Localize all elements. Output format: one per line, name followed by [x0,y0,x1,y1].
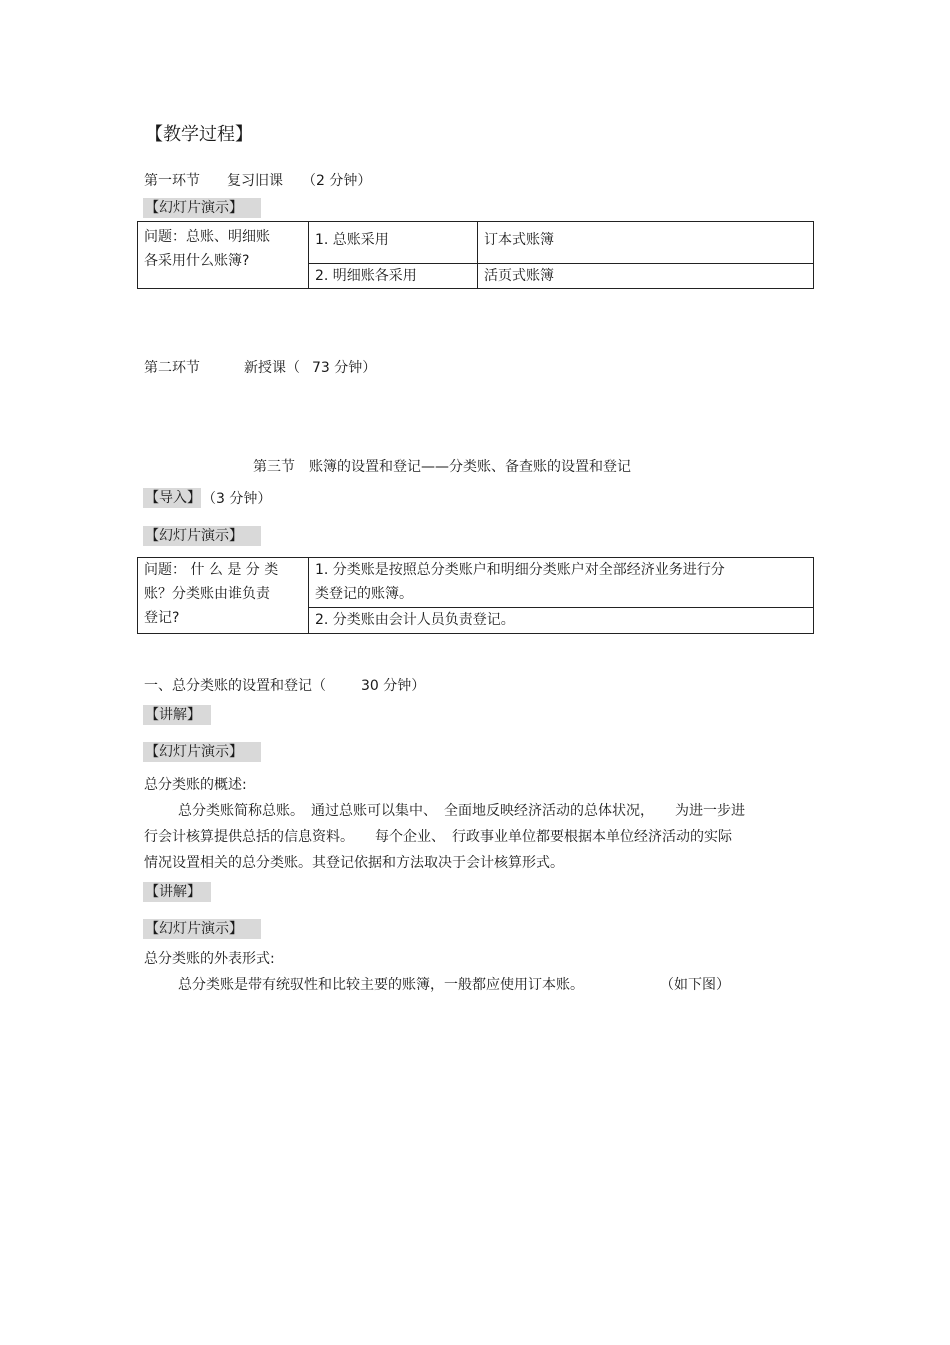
concept-question-line: 登记? [144,610,180,626]
slide-tag-1: 【幻灯片演示】 [143,198,261,218]
form-note: （如下图） [660,977,730,993]
concept-question-line: 账？分类账由谁负责 [144,586,270,602]
concept-answer-line: 类登记的账簿。 [315,586,413,602]
explain-tag-1: 【讲解】 [143,705,211,725]
part1-time: 30 分钟） [361,678,426,694]
overview-line: 总分类账简称总账。 通过总账可以集中、 全面地反映经济活动的总体状况， 为进一步进 [178,803,745,819]
form-title: 总分类账的外表形式: [144,951,275,967]
review-question-line: 问题：总账、明细账 [144,229,270,245]
section1-time: （2 分钟） [302,173,372,189]
concept-table [137,557,814,634]
section3-title: 第三节 账簿的设置和登记——分类账、备查账的设置和登记 [253,459,631,475]
slide-tag-3: 【幻灯片演示】 [143,742,261,762]
part1-title: 一、总分类账的设置和登记（ [144,678,326,694]
concept-answer-line: 1. 分类账是按照总分类账户和明细分类账户对全部经济业务进行分 [315,562,725,578]
review-item-cell: 1. 总账采用 [309,222,478,264]
intro-tag: 【导入】 [145,490,201,506]
section1-title: 复习旧课 [227,173,283,189]
page-heading: 【教学过程】 [145,124,253,145]
review-answer-cell: 活页式账簿 [478,264,814,289]
review-item-cell: 2. 明细账各采用 [309,264,478,289]
section2-time: 73 分钟） [312,360,377,376]
review-answer-cell: 订本式账簿 [478,222,814,264]
overview-title: 总分类账的概述: [144,777,247,793]
review-table [137,221,814,289]
overview-line: 情况设置相关的总分类账。其登记依据和方法取决于会计核算形式。 [144,855,564,871]
slide-tag-4: 【幻灯片演示】 [143,919,261,939]
review-question-cell [138,222,309,289]
concept-answer-cell: 2. 分类账由会计人员负责登记。 [309,608,814,634]
slide-tag-2: 【幻灯片演示】 [143,526,261,546]
section1-label: 第一环节 [144,173,200,189]
overview-line: 行会计核算提供总括的信息资料。 每个企业、 行政事业单位都要根据本单位经济活动的实际 [144,829,732,845]
intro-time: （3 分钟） [202,491,272,507]
section2-title: 新授课（ [244,360,300,376]
concept-question-line: 问题： 什 么 是 分 类 [144,562,279,578]
explain-tag-2: 【讲解】 [143,882,211,902]
concept-answer-cell [309,558,814,608]
form-line: 总分类账是带有统驭性和比较主要的账簿，一般都应使用订本账。 [178,977,584,993]
review-question-line: 各采用什么账簿? [144,253,250,269]
concept-question-cell [138,558,309,634]
section2-label: 第二环节 [144,360,200,376]
